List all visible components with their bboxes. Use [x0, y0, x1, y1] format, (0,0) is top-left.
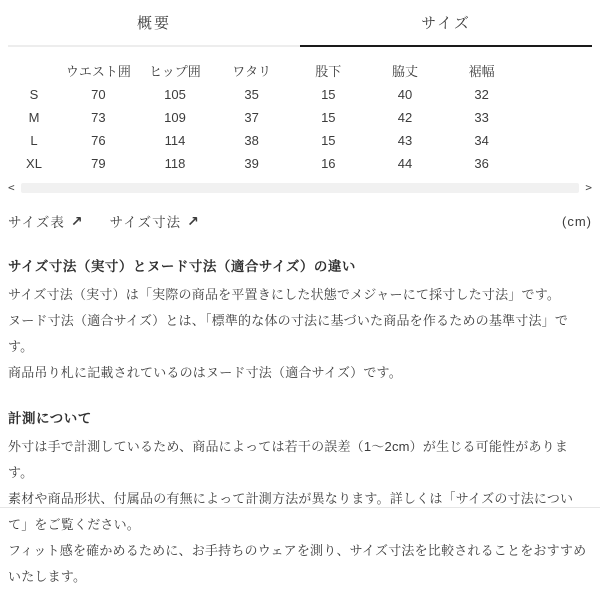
paragraph: 商品吊り札に記載されているのはヌード寸法（適合サイズ）です。 [8, 365, 402, 380]
table-horizontal-scrollbar[interactable] [8, 182, 592, 194]
cell: 35 [244, 87, 259, 102]
column-header: 裾幅 [468, 63, 495, 79]
size-table-container [8, 57, 592, 194]
tab-size[interactable] [300, 6, 592, 47]
column-header: 股下 [315, 63, 342, 79]
links-row [8, 211, 592, 231]
paragraph: フィット感を確かめるために、お手持ちのウェアを測り、サイズ寸法を比較されることをおすすめいたします。 [8, 543, 587, 584]
cell: 73 [91, 110, 106, 125]
tab-overview[interactable] [8, 6, 300, 47]
column-header: ウエスト囲 [65, 63, 131, 79]
cell: 15 [321, 133, 336, 148]
paragraph: サイズ寸法（実寸）は「実際の商品を平置きにした状態でメジャーにて採寸した寸法」です。 [8, 287, 561, 302]
corner-cell [8, 57, 60, 83]
size-chart-link-label: サイズ表 [8, 215, 65, 230]
section-heading: サイズ寸法（実寸）とヌード寸法（適合サイズ）の違い [8, 259, 356, 274]
cell: 43 [397, 133, 413, 148]
size-table [8, 57, 520, 175]
cell: 118 [164, 156, 186, 171]
external-link-icon: ↗ [70, 212, 84, 229]
cell: 34 [474, 133, 489, 148]
cell: 40 [397, 87, 413, 102]
column-header: ワタリ [232, 63, 272, 79]
size-label: S [29, 87, 39, 102]
table-row-m [8, 106, 520, 129]
cell: 70 [91, 87, 106, 102]
cell: 36 [474, 156, 489, 171]
size-label: M [28, 110, 40, 125]
cell: 33 [474, 110, 489, 125]
paragraph: ヌード寸法（適合サイズ）とは、「標準的な体の寸法に基づいた商品を作るための基準寸法」です。 [8, 313, 569, 354]
column-header: 脇丈 [391, 63, 418, 79]
section-measurement [8, 407, 592, 590]
scrollbar-track[interactable] [21, 183, 580, 193]
cell: 38 [244, 133, 259, 148]
cell: 15 [321, 110, 336, 125]
paragraph: 外寸は手で計測しているため、商品によっては若干の誤差（1～2cm）が生じる可能性があります。 [8, 439, 569, 480]
cell: 39 [244, 156, 259, 171]
cell: 37 [244, 110, 259, 125]
tab-overview-label: 概要 [136, 15, 171, 32]
external-link-icon: ↗ [187, 212, 200, 229]
table-row-l [8, 129, 520, 152]
unit-label: (cm) [562, 213, 592, 229]
tab-size-label: サイズ [421, 15, 471, 32]
section-heading: 計測について [8, 411, 92, 426]
size-measurements-link-label: サイズ寸法 [109, 215, 182, 230]
scroll-left-icon[interactable]: < [8, 181, 15, 194]
section-size-difference [8, 255, 592, 386]
table-row-s [8, 83, 520, 106]
cell: 109 [164, 110, 186, 125]
size-measurements-link[interactable] [110, 211, 200, 231]
tab-bar [8, 0, 592, 47]
cell: 114 [164, 133, 186, 148]
cell: 44 [397, 156, 413, 171]
cell: 32 [474, 87, 489, 102]
table-row-xl [8, 152, 520, 175]
cell: 16 [321, 156, 336, 171]
scroll-right-icon[interactable]: > [585, 181, 592, 194]
cell: 76 [91, 133, 106, 148]
cell: 105 [164, 87, 186, 102]
paragraph: 素材や商品形状、付属品の有無によって計測方法が異なります。詳しくは「サイズの寸法について」をご覧ください。 [8, 491, 574, 532]
column-header: ヒップ囲 [149, 63, 201, 79]
size-chart-link[interactable] [8, 211, 84, 231]
cell: 15 [321, 87, 336, 102]
size-label: XL [26, 156, 42, 171]
cell: 79 [91, 156, 106, 171]
size-table-header-row [8, 57, 520, 83]
cell: 42 [397, 110, 413, 125]
size-label: L [30, 133, 38, 148]
